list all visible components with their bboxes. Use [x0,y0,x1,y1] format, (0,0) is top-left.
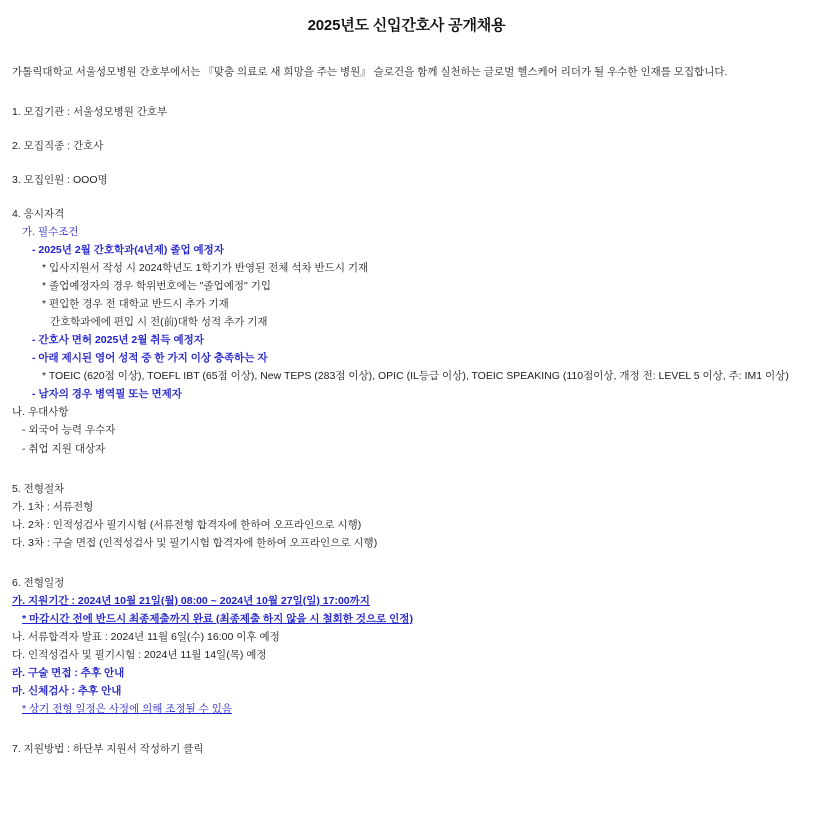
document-line: * 마감시간 전에 반드시 최종제출까지 완료 (최종제출 하지 않을 시 철회한 것으로 인정) [22,612,413,625]
document-line: 7. 지원방법 : 하단부 지원서 작성하기 클릭 [12,743,204,756]
document-line: 4. 응시자격 [12,207,65,220]
document-page [0,14,813,823]
document-line: * 졸업예정자의 경우 학위번호에는 "졸업예정" 기입 [42,280,271,293]
document-line: 1. 모집기관 : 서울성모병원 간호부 [12,105,168,118]
document-line: 3. 모집인원 : OOO명 [12,173,108,186]
sections-container [12,103,801,758]
intro-paragraph: 가톨릭대학교 서울성모병원 간호부에서는 『맞춤 의료로 새 희망을 주는 병원』 슬로건을 함께 실천하는 글로벌 헬스케어 리더가 될 우수한 인재를 모집합니다. [12,66,728,78]
document-line: 가. 지원기간 : 2024년 10월 21일(월) 08:00 ~ 2024년 10월 27일(일) 17:00까지 [12,594,370,607]
document-line: - 취업 지원 대상자 [22,442,106,455]
document-line: 2. 모집직종 : 간호사 [12,139,104,152]
document-line: - 남자의 경우 병역필 또는 면제자 [32,388,182,401]
document-body [0,65,813,758]
document-section [12,740,801,758]
document-line: 6. 전형일정 [12,576,65,589]
document-section [12,137,801,155]
document-line: 5. 전형절차 [12,482,65,495]
document-line: 마. 신체검사 : 추후 안내 [12,685,122,698]
document-section [12,205,801,458]
document-line: - 아래 제시된 영어 성적 중 한 가지 이상 충족하는 자 [32,352,268,365]
document-line: 가. 1차 : 서류전형 [12,500,94,513]
document-line: - 간호사 면허 2025년 2월 취득 예정자 [32,334,204,347]
document-line: 다. 3차 : 구술 면접 (인적성검사 및 필기시험 합격자에 한하여 오프라인으로 시행) [12,536,378,549]
page-title: 2025년도 신입간호사 공개채용 [307,17,506,34]
document-line: * 입사지원서 작성 시 2024학년도 1학기가 반영된 전체 석차 반드시 기재 [42,262,369,275]
document-section [12,480,801,552]
document-section [12,103,801,121]
document-line: * 상기 전형 일정은 사정에 의해 조정될 수 있음 [22,703,232,716]
document-line: 가. 필수조건 [22,225,79,238]
document-line: - 2025년 2월 간호학과(4년제) 졸업 예정자 [32,243,224,256]
document-line: 나. 2차 : 인적성검사 필기시험 (서류전형 합격자에 한하여 오프라인으로 시행) [12,518,362,531]
document-line: 다. 인적성검사 및 필기시험 : 2024년 11월 14일(목) 예정 [12,648,267,661]
document-section [12,574,801,718]
document-line: * TOEIC (620점 이상), TOEFL IBT (65점 이상), New TEPS (283점 이상), OPIC (IL등급 이상), TOEIC SPEAKING (110점이상, 개정 전: LEVEL 5 이상, 주: IM1 이상) [42,370,789,383]
document-line: 나. 서류합격자 발표 : 2024년 11월 6일(수) 16:00 이후 예정 [12,630,280,643]
document-line: 나. 우대사항 [12,406,69,419]
document-line: * 편입한 경우 전 대학교 반드시 추가 기재 [42,298,229,311]
document-line: 간호학과에에 편입 시 전(前)대학 성적 추가 기재 [50,316,268,329]
document-section [12,171,801,189]
document-line: 라. 구술 면접 : 추후 안내 [12,666,125,679]
document-line: - 외국어 능력 우수자 [22,424,116,437]
